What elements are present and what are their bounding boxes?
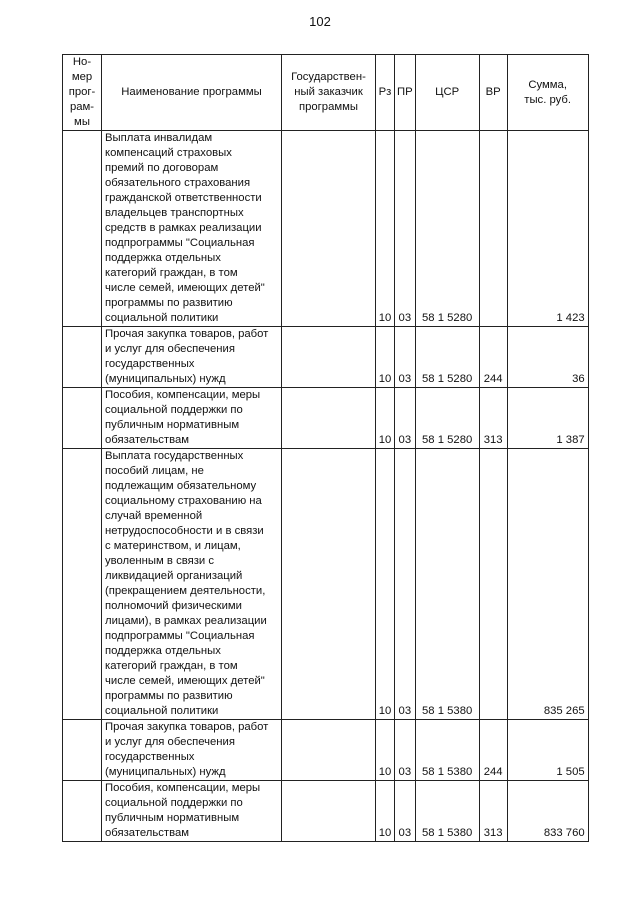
cell-pr: 03 xyxy=(395,781,416,842)
cell-csr: 58 1 5380 xyxy=(415,781,479,842)
header-row xyxy=(63,55,589,131)
cell-sum: 1 387 xyxy=(507,388,588,449)
header-program-name: Наименование программы xyxy=(102,55,282,131)
header-program-number: Но- мер прог- рам- мы xyxy=(63,55,102,131)
cell-csr: 58 1 5280 xyxy=(415,131,479,327)
cell-rz: 10 xyxy=(376,720,395,781)
table-row xyxy=(63,781,589,842)
cell-vr xyxy=(479,131,507,327)
cell-pr: 03 xyxy=(395,720,416,781)
cell-customer xyxy=(282,449,376,720)
table-row xyxy=(63,720,589,781)
cell-name: Прочая закупка товаров, работ и услуг для обеспечения государственных (муниципальных) нужд xyxy=(102,720,282,781)
cell-csr: 58 1 5380 xyxy=(415,449,479,720)
cell-customer xyxy=(282,720,376,781)
cell-num xyxy=(63,327,102,388)
cell-rz: 10 xyxy=(376,131,395,327)
cell-pr: 03 xyxy=(395,449,416,720)
table-row xyxy=(63,327,589,388)
cell-name: Пособия, компенсации, меры социальной поддержки по публичным нормативным обязательствам xyxy=(102,781,282,842)
table-row xyxy=(63,388,589,449)
header-customer: Государствен- ный заказчик программы xyxy=(282,55,376,131)
cell-num xyxy=(63,720,102,781)
cell-num xyxy=(63,388,102,449)
table-row xyxy=(63,449,589,720)
cell-num xyxy=(63,781,102,842)
header-rz: Рз xyxy=(376,55,395,131)
header-sum: Сумма, тыс. руб. xyxy=(507,55,588,131)
cell-name: Пособия, компенсации, меры социальной поддержки по публичным нормативным обязательствам xyxy=(102,388,282,449)
table-row xyxy=(63,131,589,327)
cell-sum: 36 xyxy=(507,327,588,388)
cell-customer xyxy=(282,781,376,842)
cell-customer xyxy=(282,388,376,449)
cell-vr xyxy=(479,449,507,720)
cell-sum: 833 760 xyxy=(507,781,588,842)
cell-rz: 10 xyxy=(376,388,395,449)
cell-rz: 10 xyxy=(376,449,395,720)
cell-sum: 1 423 xyxy=(507,131,588,327)
header-csr: ЦСР xyxy=(415,55,479,131)
cell-num xyxy=(63,449,102,720)
cell-vr: 244 xyxy=(479,327,507,388)
cell-name: Выплата инвалидам компенсаций страховых премий по договорам обязательного страхования гражданской ответственности владельцев транспортных средств в рамках реализации подпрограммы "Социальная поддержка отдельных категорий граждан, в том числе семей, имеющих детей" программы по развитию социальной политики xyxy=(102,131,282,327)
cell-vr: 313 xyxy=(479,781,507,842)
cell-csr: 58 1 5380 xyxy=(415,720,479,781)
cell-csr: 58 1 5280 xyxy=(415,388,479,449)
budget-table xyxy=(62,54,589,842)
cell-rz: 10 xyxy=(376,327,395,388)
cell-vr: 244 xyxy=(479,720,507,781)
cell-name: Выплата государственных пособий лицам, не подлежащим обязательному социальному страхованию на случай временной нетрудоспособности и в связи с материнством, и лицам, уволенным в связи с ликвидацией организаций (прекращением деятельности, полномочий физическими лицами), в рамках реализации подпрограммы "Социальная поддержка отдельных категорий граждан, в том числе семей, имеющих детей" программы по развитию социальной политики xyxy=(102,449,282,720)
page-number: 102 xyxy=(309,14,331,29)
header-pr: ПР xyxy=(395,55,416,131)
cell-customer xyxy=(282,327,376,388)
cell-customer xyxy=(282,131,376,327)
cell-sum: 835 265 xyxy=(507,449,588,720)
cell-pr: 03 xyxy=(395,388,416,449)
header-vr: ВР xyxy=(479,55,507,131)
cell-csr: 58 1 5280 xyxy=(415,327,479,388)
cell-name: Прочая закупка товаров, работ и услуг для обеспечения государственных (муниципальных) нужд xyxy=(102,327,282,388)
cell-sum: 1 505 xyxy=(507,720,588,781)
cell-num xyxy=(63,131,102,327)
cell-pr: 03 xyxy=(395,327,416,388)
cell-rz: 10 xyxy=(376,781,395,842)
cell-pr: 03 xyxy=(395,131,416,327)
cell-vr: 313 xyxy=(479,388,507,449)
